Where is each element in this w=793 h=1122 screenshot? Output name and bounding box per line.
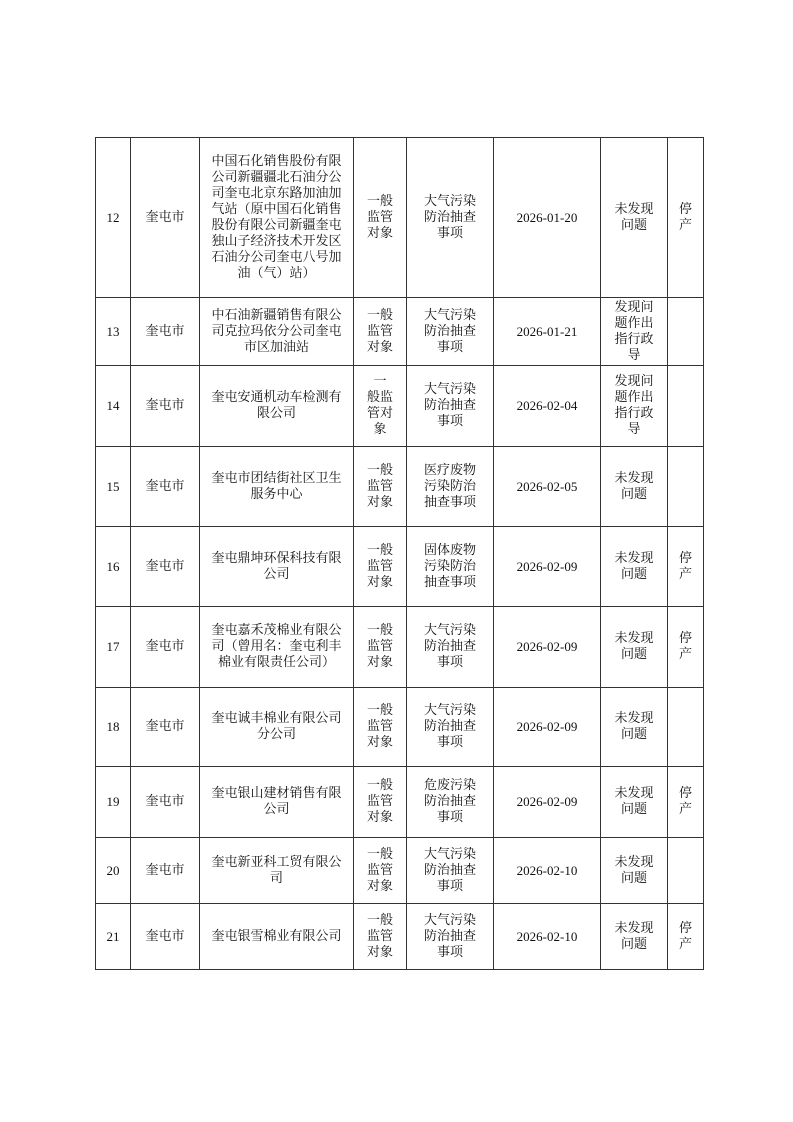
- note-cell: [668, 298, 704, 366]
- row-number: 13: [96, 298, 131, 366]
- note-cell: [668, 447, 704, 527]
- inspection-date-cell: 2026-02-10: [494, 904, 601, 970]
- region-cell: 奎屯市: [131, 527, 200, 607]
- region-cell: 奎屯市: [131, 298, 200, 366]
- inspection-result-cell: 发现问题作出指行政导: [601, 366, 668, 447]
- supervision-type-cell: 一般监管对象: [354, 607, 407, 688]
- inspection-date-cell: 2026-01-20: [494, 138, 601, 298]
- table-row: [96, 447, 704, 527]
- note-cell: [668, 688, 704, 767]
- table-row: [96, 527, 704, 607]
- note-cell: 停产: [668, 904, 704, 970]
- inspection-result-cell: 未发现问题: [601, 527, 668, 607]
- note-cell: 停产: [668, 527, 704, 607]
- row-number: 20: [96, 838, 131, 904]
- row-number: 12: [96, 138, 131, 298]
- table-row: [96, 138, 704, 298]
- note-cell: 停产: [668, 607, 704, 688]
- company-name-cell: 奎屯新亚科工贸有限公司: [200, 838, 354, 904]
- row-number: 21: [96, 904, 131, 970]
- inspection-result-cell: 未发现问题: [601, 838, 668, 904]
- supervision-type-cell: 一 般监 管对象: [354, 366, 407, 447]
- inspection-item-cell: 大气污染防治抽查事项: [407, 138, 494, 298]
- region-cell: 奎屯市: [131, 607, 200, 688]
- inspection-date-cell: 2026-01-21: [494, 298, 601, 366]
- company-name-cell: 奎屯银山建材销售有限公司: [200, 767, 354, 838]
- table-row: [96, 298, 704, 366]
- company-name-cell: 奎屯鼎坤环保科技有限公司: [200, 527, 354, 607]
- inspection-result-cell: 未发现问题: [601, 904, 668, 970]
- inspection-date-cell: 2026-02-09: [494, 767, 601, 838]
- row-number: 16: [96, 527, 131, 607]
- row-number: 17: [96, 607, 131, 688]
- region-cell: 奎屯市: [131, 904, 200, 970]
- row-number: 19: [96, 767, 131, 838]
- table-row: [96, 366, 704, 447]
- supervision-type-cell: 一般监管对象: [354, 138, 407, 298]
- table-row: [96, 688, 704, 767]
- supervision-type-cell: 一般监管对象: [354, 904, 407, 970]
- company-name-cell: 中国石化销售股份有限公司新疆疆北石油分公司奎屯北京东路加油加气站（原中国石化销售股份有限公司新疆奎屯独山子经济技术开发区石油分公司奎屯八号加油（气）站）: [200, 138, 354, 298]
- supervision-type-cell: 一般监管对象: [354, 447, 407, 527]
- region-cell: 奎屯市: [131, 767, 200, 838]
- inspection-result-cell: 未发现问题: [601, 607, 668, 688]
- note-cell: [668, 366, 704, 447]
- inspection-result-cell: 未发现问题: [601, 688, 668, 767]
- inspection-item-cell: 大气污染防治抽查事项: [407, 688, 494, 767]
- region-cell: 奎屯市: [131, 838, 200, 904]
- table-body: [96, 138, 704, 970]
- company-name-cell: 奎屯嘉禾茂棉业有限公司（曾用名：奎屯利丰棉业有限责任公司）: [200, 607, 354, 688]
- table-row: [96, 607, 704, 688]
- inspection-item-cell: 医疗废物污染防治抽查事项: [407, 447, 494, 527]
- company-name-cell: 奎屯安通机动车检测有限公司: [200, 366, 354, 447]
- region-cell: 奎屯市: [131, 366, 200, 447]
- row-number: 18: [96, 688, 131, 767]
- supervision-type-cell: 一般监管对象: [354, 838, 407, 904]
- inspection-result-cell: 未发现问题: [601, 447, 668, 527]
- inspection-date-cell: 2026-02-09: [494, 527, 601, 607]
- table-row: [96, 767, 704, 838]
- company-name-cell: 奎屯诚丰棉业有限公司分公司: [200, 688, 354, 767]
- inspection-item-cell: 危废污染防治抽查事项: [407, 767, 494, 838]
- inspection-item-cell: 大气污染防治抽查事项: [407, 904, 494, 970]
- company-name-cell: 中石油新疆销售有限公司克拉玛依分公司奎屯市区加油站: [200, 298, 354, 366]
- inspection-item-cell: 固体废物污染防治抽查事项: [407, 527, 494, 607]
- supervision-type-cell: 一般监管对象: [354, 298, 407, 366]
- region-cell: 奎屯市: [131, 138, 200, 298]
- row-number: 15: [96, 447, 131, 527]
- note-cell: [668, 838, 704, 904]
- table-row: [96, 904, 704, 970]
- inspection-results-table: [95, 137, 704, 970]
- region-cell: 奎屯市: [131, 447, 200, 527]
- supervision-type-cell: 一般监管对象: [354, 527, 407, 607]
- inspection-item-cell: 大气污染防治抽查事项: [407, 298, 494, 366]
- supervision-type-cell: 一般监管对象: [354, 688, 407, 767]
- region-cell: 奎屯市: [131, 688, 200, 767]
- inspection-result-cell: 未发现问题: [601, 767, 668, 838]
- note-cell: 停产: [668, 138, 704, 298]
- inspection-date-cell: 2026-02-10: [494, 838, 601, 904]
- inspection-item-cell: 大气污染防治抽查事项: [407, 366, 494, 447]
- company-name-cell: 奎屯市团结街社区卫生服务中心: [200, 447, 354, 527]
- row-number: 14: [96, 366, 131, 447]
- inspection-result-cell: 发现问题作出指行政导: [601, 298, 668, 366]
- inspection-result-cell: 未发现问题: [601, 138, 668, 298]
- inspection-date-cell: 2026-02-04: [494, 366, 601, 447]
- inspection-date-cell: 2026-02-05: [494, 447, 601, 527]
- company-name-cell: 奎屯银雪棉业有限公司: [200, 904, 354, 970]
- supervision-type-cell: 一般监管对象: [354, 767, 407, 838]
- inspection-item-cell: 大气污染防治抽查事项: [407, 607, 494, 688]
- inspection-item-cell: 大气污染防治抽查事项: [407, 838, 494, 904]
- inspection-date-cell: 2026-02-09: [494, 607, 601, 688]
- table-row: [96, 838, 704, 904]
- note-cell: 停产: [668, 767, 704, 838]
- inspection-date-cell: 2026-02-09: [494, 688, 601, 767]
